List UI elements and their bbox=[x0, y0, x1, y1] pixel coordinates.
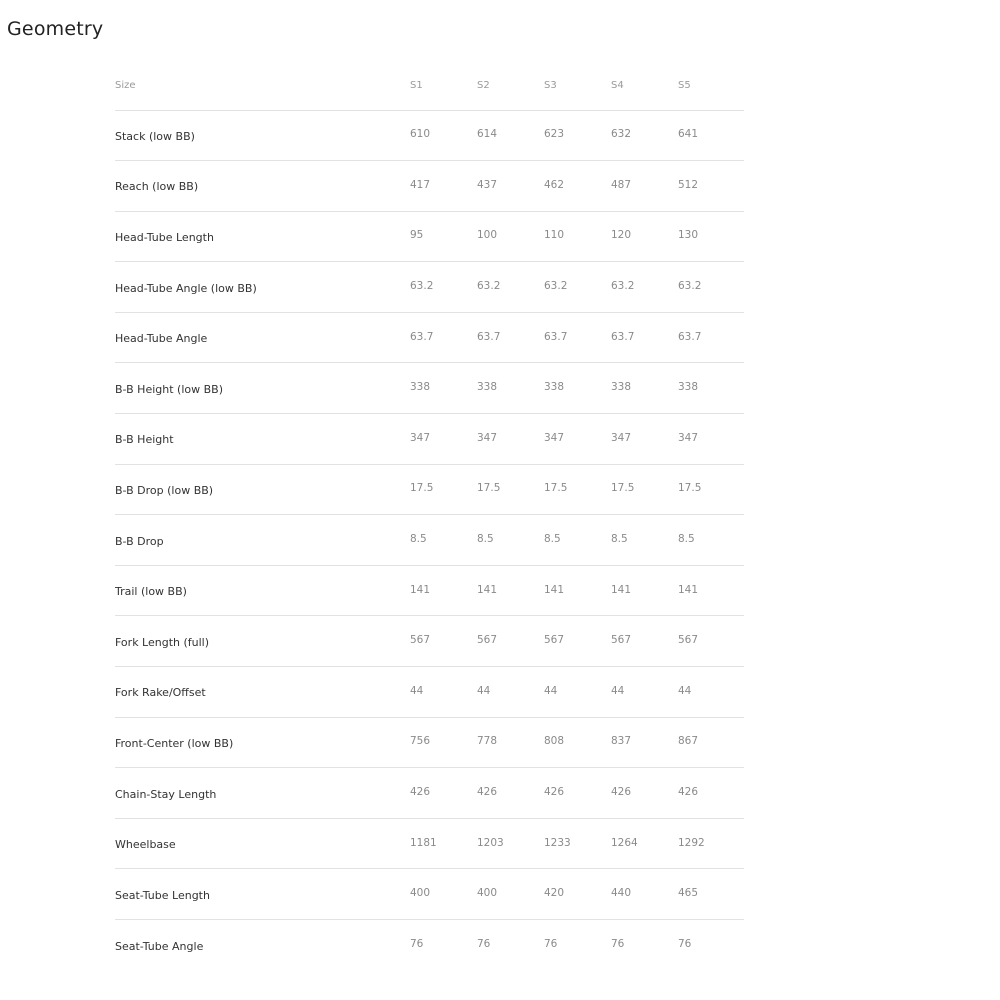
cell-value-s2: 614 bbox=[477, 128, 498, 141]
cell-value-s3: 462 bbox=[544, 178, 565, 191]
cell-value-s4: 17.5 bbox=[611, 482, 635, 495]
cell-value-s3: 63.7 bbox=[544, 330, 568, 343]
cell-value-s2: 100 bbox=[477, 229, 498, 242]
cell-value-s5: 465 bbox=[678, 887, 699, 900]
cell-value-s4: 567 bbox=[611, 634, 632, 647]
cell-value-s4: 120 bbox=[611, 229, 632, 242]
cell-value-s4: 632 bbox=[611, 128, 632, 141]
cell-value-s3: 63.2 bbox=[544, 280, 568, 293]
cell-value-s4: 487 bbox=[611, 178, 632, 191]
cell-value-s3: 110 bbox=[544, 229, 565, 242]
cell-value-s4: 63.7 bbox=[611, 330, 635, 343]
cell-value-s1: 756 bbox=[410, 735, 431, 748]
cell-value-s2: 400 bbox=[477, 887, 498, 900]
cell-value-s4: 1264 bbox=[611, 836, 638, 849]
table-row bbox=[115, 211, 744, 262]
cell-value-s1: 1181 bbox=[410, 836, 437, 849]
cell-value-s5: 76 bbox=[678, 938, 692, 951]
geometry-table-header bbox=[115, 62, 744, 110]
cell-value-s2: 44 bbox=[477, 684, 491, 697]
cell-value-s3: 17.5 bbox=[544, 482, 568, 495]
cell-value-s5: 512 bbox=[678, 178, 699, 191]
size-header-s1: S1 bbox=[410, 62, 477, 110]
table-row bbox=[115, 667, 744, 718]
cell-value-s2: 778 bbox=[477, 735, 498, 748]
cell-value-s5: 130 bbox=[678, 229, 699, 242]
cell-value-s5: 867 bbox=[678, 735, 699, 748]
table-row bbox=[115, 869, 744, 920]
row-label: B-B Height bbox=[115, 433, 174, 447]
cell-value-s4: 76 bbox=[611, 938, 625, 951]
row-label: Head-Tube Angle bbox=[115, 332, 208, 346]
row-label: B-B Drop (low BB) bbox=[115, 483, 214, 497]
table-row bbox=[115, 363, 744, 414]
size-header-s4: S4 bbox=[611, 62, 678, 110]
cell-value-s2: 8.5 bbox=[477, 533, 494, 546]
row-label: Front-Center (low BB) bbox=[115, 736, 234, 750]
cell-value-s2: 17.5 bbox=[477, 482, 501, 495]
cell-value-s3: 141 bbox=[544, 583, 565, 596]
row-label: Chain-Stay Length bbox=[115, 787, 217, 801]
cell-value-s1: 76 bbox=[410, 938, 424, 951]
cell-value-s2: 347 bbox=[477, 431, 498, 444]
cell-value-s1: 338 bbox=[410, 381, 431, 394]
cell-value-s1: 141 bbox=[410, 583, 431, 596]
cell-value-s3: 8.5 bbox=[544, 533, 561, 546]
cell-value-s3: 44 bbox=[544, 684, 558, 697]
cell-value-s3: 1233 bbox=[544, 836, 571, 849]
row-label: Head-Tube Length bbox=[115, 230, 214, 244]
table-row bbox=[115, 262, 744, 313]
cell-value-s4: 63.2 bbox=[611, 280, 635, 293]
cell-value-s2: 63.7 bbox=[477, 330, 501, 343]
cell-value-s1: 44 bbox=[410, 684, 424, 697]
cell-value-s1: 347 bbox=[410, 431, 431, 444]
row-label: Stack (low BB) bbox=[115, 129, 195, 143]
table-row bbox=[115, 110, 744, 161]
cell-value-s4: 426 bbox=[611, 786, 632, 799]
table-row bbox=[115, 515, 744, 566]
row-label: Trail (low BB) bbox=[115, 585, 187, 599]
cell-value-s2: 426 bbox=[477, 786, 498, 799]
cell-value-s5: 1292 bbox=[678, 836, 705, 849]
table-row bbox=[115, 717, 744, 768]
cell-value-s2: 338 bbox=[477, 381, 498, 394]
cell-value-s1: 63.2 bbox=[410, 280, 434, 293]
size-header-s5: S5 bbox=[678, 62, 744, 110]
row-label: B-B Drop bbox=[115, 534, 164, 548]
cell-value-s3: 76 bbox=[544, 938, 558, 951]
table-row bbox=[115, 414, 744, 465]
cell-value-s4: 44 bbox=[611, 684, 625, 697]
cell-value-s5: 567 bbox=[678, 634, 699, 647]
size-header-s2: S2 bbox=[477, 62, 544, 110]
cell-value-s1: 417 bbox=[410, 178, 431, 191]
row-label: B-B Height (low BB) bbox=[115, 382, 223, 396]
cell-value-s3: 623 bbox=[544, 128, 565, 141]
cell-value-s5: 641 bbox=[678, 128, 699, 141]
cell-value-s2: 63.2 bbox=[477, 280, 501, 293]
cell-value-s1: 400 bbox=[410, 887, 431, 900]
size-header-s3: S3 bbox=[544, 62, 611, 110]
cell-value-s5: 141 bbox=[678, 583, 699, 596]
cell-value-s5: 17.5 bbox=[678, 482, 702, 495]
table-row bbox=[115, 464, 744, 515]
cell-value-s4: 440 bbox=[611, 887, 632, 900]
cell-value-s3: 426 bbox=[544, 786, 565, 799]
table-row bbox=[115, 818, 744, 869]
size-column-header: Size bbox=[115, 62, 410, 110]
geometry-table-body bbox=[115, 110, 744, 970]
cell-value-s1: 567 bbox=[410, 634, 431, 647]
cell-value-s5: 63.2 bbox=[678, 280, 702, 293]
table-row bbox=[115, 616, 744, 667]
cell-value-s2: 1203 bbox=[477, 836, 504, 849]
cell-value-s4: 347 bbox=[611, 431, 632, 444]
cell-value-s5: 63.7 bbox=[678, 330, 702, 343]
geometry-table bbox=[115, 62, 744, 970]
cell-value-s5: 338 bbox=[678, 381, 699, 394]
cell-value-s4: 338 bbox=[611, 381, 632, 394]
cell-value-s5: 426 bbox=[678, 786, 699, 799]
cell-value-s4: 837 bbox=[611, 735, 632, 748]
cell-value-s4: 8.5 bbox=[611, 533, 628, 546]
cell-value-s4: 141 bbox=[611, 583, 632, 596]
row-label: Seat-Tube Angle bbox=[115, 939, 204, 953]
table-row bbox=[115, 312, 744, 363]
table-row bbox=[115, 161, 744, 212]
cell-value-s5: 44 bbox=[678, 684, 692, 697]
cell-value-s2: 437 bbox=[477, 178, 498, 191]
table-row bbox=[115, 920, 744, 971]
cell-value-s2: 567 bbox=[477, 634, 498, 647]
cell-value-s5: 347 bbox=[678, 431, 699, 444]
page-title: Geometry bbox=[7, 18, 104, 40]
cell-value-s2: 141 bbox=[477, 583, 498, 596]
row-label: Head-Tube Angle (low BB) bbox=[115, 281, 257, 295]
cell-value-s3: 808 bbox=[544, 735, 565, 748]
cell-value-s3: 347 bbox=[544, 431, 565, 444]
row-label: Seat-Tube Length bbox=[115, 888, 210, 902]
row-label: Wheelbase bbox=[115, 838, 176, 852]
cell-value-s1: 95 bbox=[410, 229, 424, 242]
table-row bbox=[115, 565, 744, 616]
cell-value-s1: 8.5 bbox=[410, 533, 427, 546]
cell-value-s3: 420 bbox=[544, 887, 565, 900]
cell-value-s3: 567 bbox=[544, 634, 565, 647]
cell-value-s5: 8.5 bbox=[678, 533, 695, 546]
header-row bbox=[115, 62, 744, 110]
row-label: Fork Rake/Offset bbox=[115, 686, 206, 700]
cell-value-s1: 426 bbox=[410, 786, 431, 799]
cell-value-s1: 610 bbox=[410, 128, 431, 141]
cell-value-s1: 17.5 bbox=[410, 482, 434, 495]
cell-value-s1: 63.7 bbox=[410, 330, 434, 343]
table-row bbox=[115, 768, 744, 819]
row-label: Fork Length (full) bbox=[115, 635, 210, 649]
cell-value-s3: 338 bbox=[544, 381, 565, 394]
cell-value-s2: 76 bbox=[477, 938, 491, 951]
row-label: Reach (low BB) bbox=[115, 180, 199, 194]
